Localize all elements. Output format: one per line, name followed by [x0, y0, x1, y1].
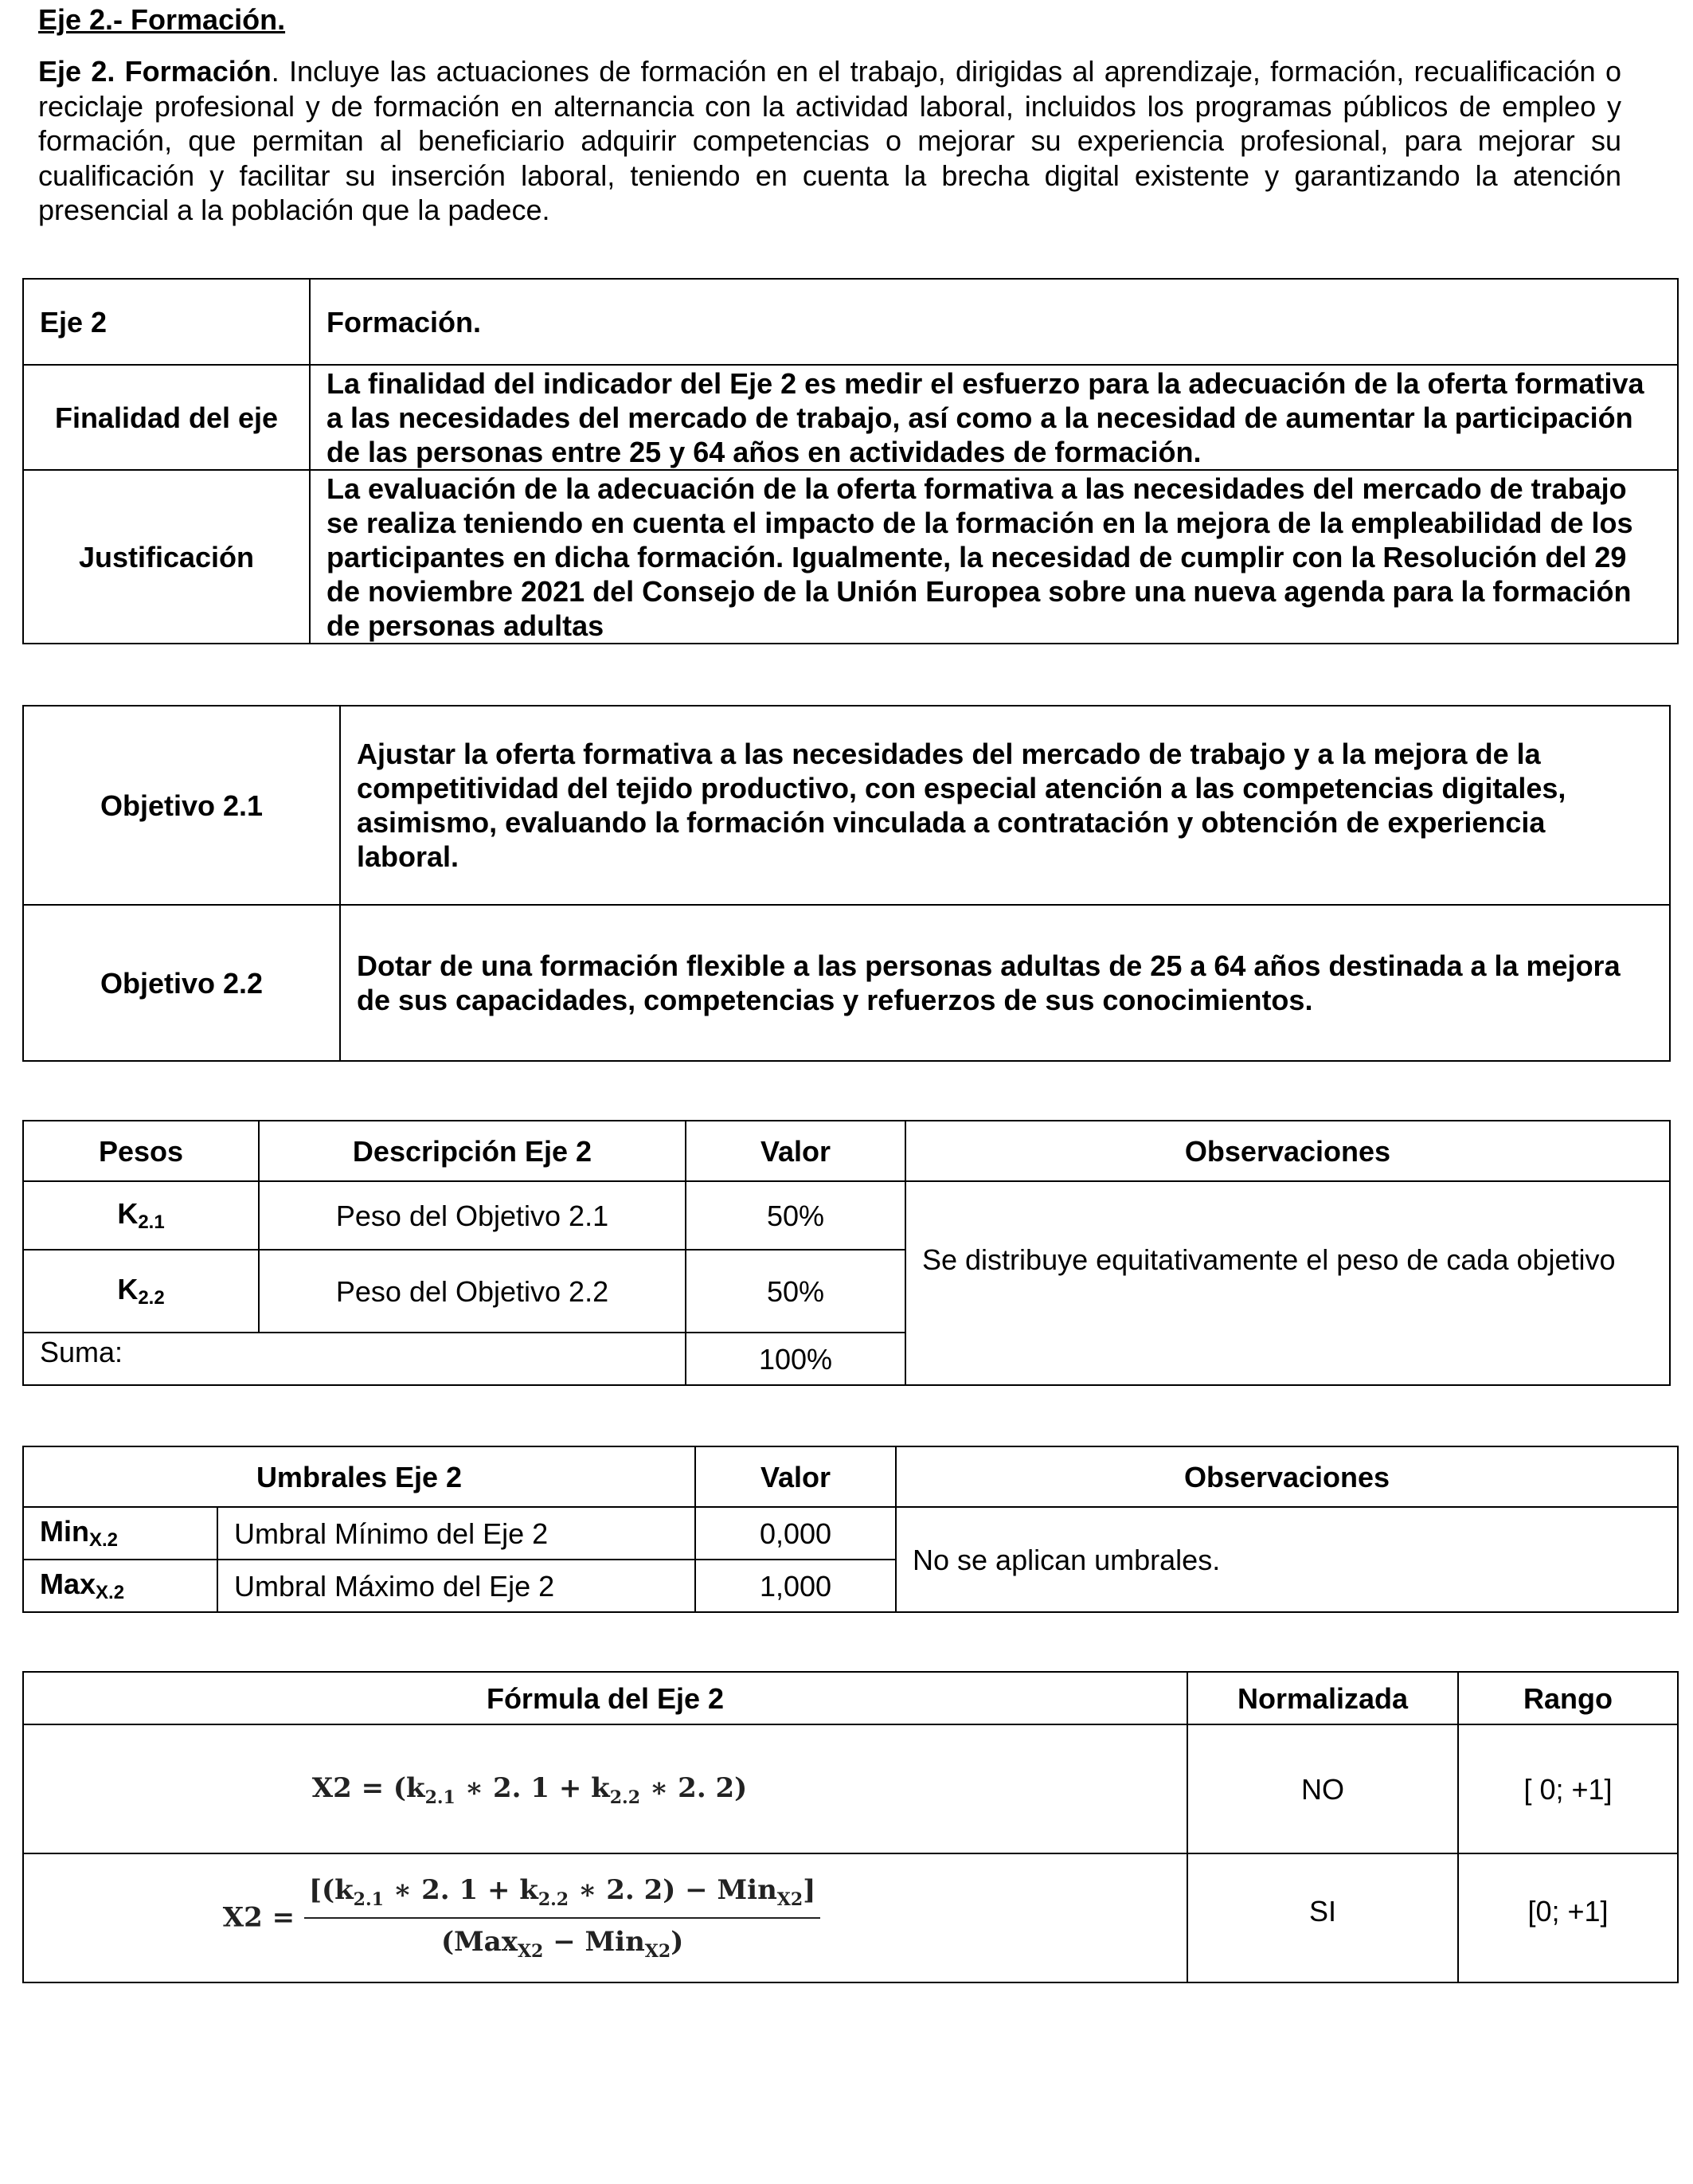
- header-umbrales: Umbrales Eje 2: [23, 1446, 695, 1507]
- umbral-min-valor: 0,000: [695, 1507, 896, 1560]
- peso-k21-valor: 50%: [686, 1181, 905, 1250]
- pesos-table: [22, 1120, 1671, 1386]
- umbral-max: MaxX.2: [23, 1560, 217, 1612]
- umbrales-observaciones: No se aplican umbrales.: [896, 1507, 1678, 1612]
- umbrales-table: [22, 1446, 1679, 1613]
- table-row: [23, 706, 1670, 905]
- formula-normalizada: [23, 1853, 1187, 1982]
- header-descripcion: Descripción Eje 2: [259, 1121, 686, 1181]
- intro-lead: Eje 2. Formación: [38, 55, 272, 88]
- objetivo-2-1-label: Objetivo 2.1: [23, 706, 340, 905]
- suma-valor: 100%: [686, 1333, 905, 1385]
- formula-1: $X2 = (k_{2.1}$ ∗ 2. $1 + k_{2.2}$ ∗ 2. 2): [311, 1771, 748, 1808]
- peso-k22: K2.2: [23, 1250, 259, 1333]
- formula-table: [22, 1671, 1679, 1983]
- table-header-row: [23, 1446, 1678, 1507]
- umbral-max-valor: 1,000: [695, 1560, 896, 1612]
- section-heading: Eje 2.- Formación.: [38, 3, 286, 36]
- header-rango: Rango: [1458, 1672, 1678, 1724]
- umbral-max-desc: Umbral Máximo del Eje 2: [217, 1560, 695, 1612]
- rango-2: [0; +1]: [1458, 1853, 1678, 1982]
- formula-2-fraction: [304, 1873, 820, 1963]
- header-normalizada: Normalizada: [1187, 1672, 1458, 1724]
- peso-k22-valor: 50%: [686, 1250, 905, 1333]
- rango-1: [ 0; +1]: [1458, 1724, 1678, 1853]
- table-row: [23, 365, 1678, 470]
- table-row: [23, 1181, 1670, 1250]
- objetivo-2-1-value: Ajustar la oferta formativa a las necesidades del mercado de trabajo y a la mejora de la competitividad del tejido productivo, con especial atención a las competencias digitales, asimismo, evaluando la formación vinculada a contratación y obtención de experiencia laboral.: [340, 706, 1670, 905]
- objetivo-2-2-label: Objetivo 2.2: [23, 905, 340, 1061]
- table-row: [23, 1853, 1678, 1982]
- table-row: [23, 1724, 1678, 1853]
- eje-label: Eje 2: [23, 279, 310, 365]
- finalidad-label: Finalidad del eje: [23, 365, 310, 470]
- justificacion-label: Justificación: [23, 470, 310, 644]
- header-valor: Valor: [695, 1446, 896, 1507]
- table-row: [23, 470, 1678, 644]
- normalizada-no: NO: [1187, 1724, 1458, 1853]
- pesos-observaciones: Se distribuye equitativamente el peso de cada objetivo: [905, 1181, 1670, 1385]
- normalizada-si: SI: [1187, 1853, 1458, 1982]
- header-formula: Fórmula del Eje 2: [23, 1672, 1187, 1724]
- intro-text: . Incluye las actuaciones de formación en el trabajo, dirigidas al aprendizaje, formación, recualificación o reciclaje profesional y de formación en alternancia con la actividad laboral, incluidos los programas públicos de empleo y formación, que permitan al beneficiario adquirir competencias o mejorar su experiencia profesional, para mejorar su cualificación y facilitar su inserción laboral, teniendo en cuenta la brecha digital existente y garantizando la atención presencial a la población que la padece.: [38, 55, 1621, 226]
- justificacion-value: La evaluación de la adecuación de la oferta formativa a las necesidades del mercado de trabajo se realiza teniendo en cuenta el impacto de la formación en la mejora de la empleabilidad de los participantes en dicha formación. Igualmente, la necesidad de cumplir con la Resolución del 29 de noviembre 2021 del Consejo de la Unión Europea sobre una nueva agenda para la formación de personas adultas: [310, 470, 1678, 644]
- peso-k21-desc: Peso del Objetivo 2.1: [259, 1181, 686, 1250]
- header-observaciones: Observaciones: [896, 1446, 1678, 1507]
- formula-2-numerator: [($k_{2.1}$ ∗ 2. $1 + k_{2.2}$ ∗ 2. 2) − Min$_{X2}$]: [304, 1873, 820, 1919]
- finalidad-value: La finalidad del indicador del Eje 2 es medir el esfuerzo para la adecuación de la oferta formativa a las necesidades del mercado de trabajo, así como a la necesidad de aumentar la participación de las personas entre 25 y 64 años en actividades de formación.: [310, 365, 1678, 470]
- table-row: [23, 279, 1678, 365]
- table-header-row: [23, 1672, 1678, 1724]
- objetivos-table: [22, 705, 1671, 1062]
- table-row: [23, 905, 1670, 1061]
- umbral-min: MinX.2: [23, 1507, 217, 1560]
- intro-paragraph: [38, 54, 1621, 228]
- formula-2: X2 = $\frac{[(k_{2.1} ∗ 2. 1 + k_{2.2} ∗ 2. 2) - Min_{X2}]}{(Max_{X2} - Min_{X2})}$: [223, 1900, 821, 1932]
- header-valor: Valor: [686, 1121, 905, 1181]
- header-pesos: Pesos: [23, 1121, 259, 1181]
- umbral-min-desc: Umbral Mínimo del Eje 2: [217, 1507, 695, 1560]
- peso-k22-desc: Peso del Objetivo 2.2: [259, 1250, 686, 1333]
- header-observaciones: Observaciones: [905, 1121, 1670, 1181]
- objetivo-2-2-value: Dotar de una formación flexible a las personas adultas de 25 a 64 años destinada a la mejora de sus capacidades, competencias y refuerzos de sus conocimientos.: [340, 905, 1670, 1061]
- formula-2-denominator: (Max$_{X2}$ − Min$_{X2}$): [440, 1926, 684, 1962]
- suma-label: Suma:: [23, 1333, 686, 1385]
- table-row: [23, 1507, 1678, 1560]
- peso-k21: K2.1: [23, 1181, 259, 1250]
- formula-no-normalizada: [23, 1724, 1187, 1853]
- eje-table: [22, 278, 1679, 644]
- table-header-row: [23, 1121, 1670, 1181]
- eje-value: Formación.: [310, 279, 1678, 365]
